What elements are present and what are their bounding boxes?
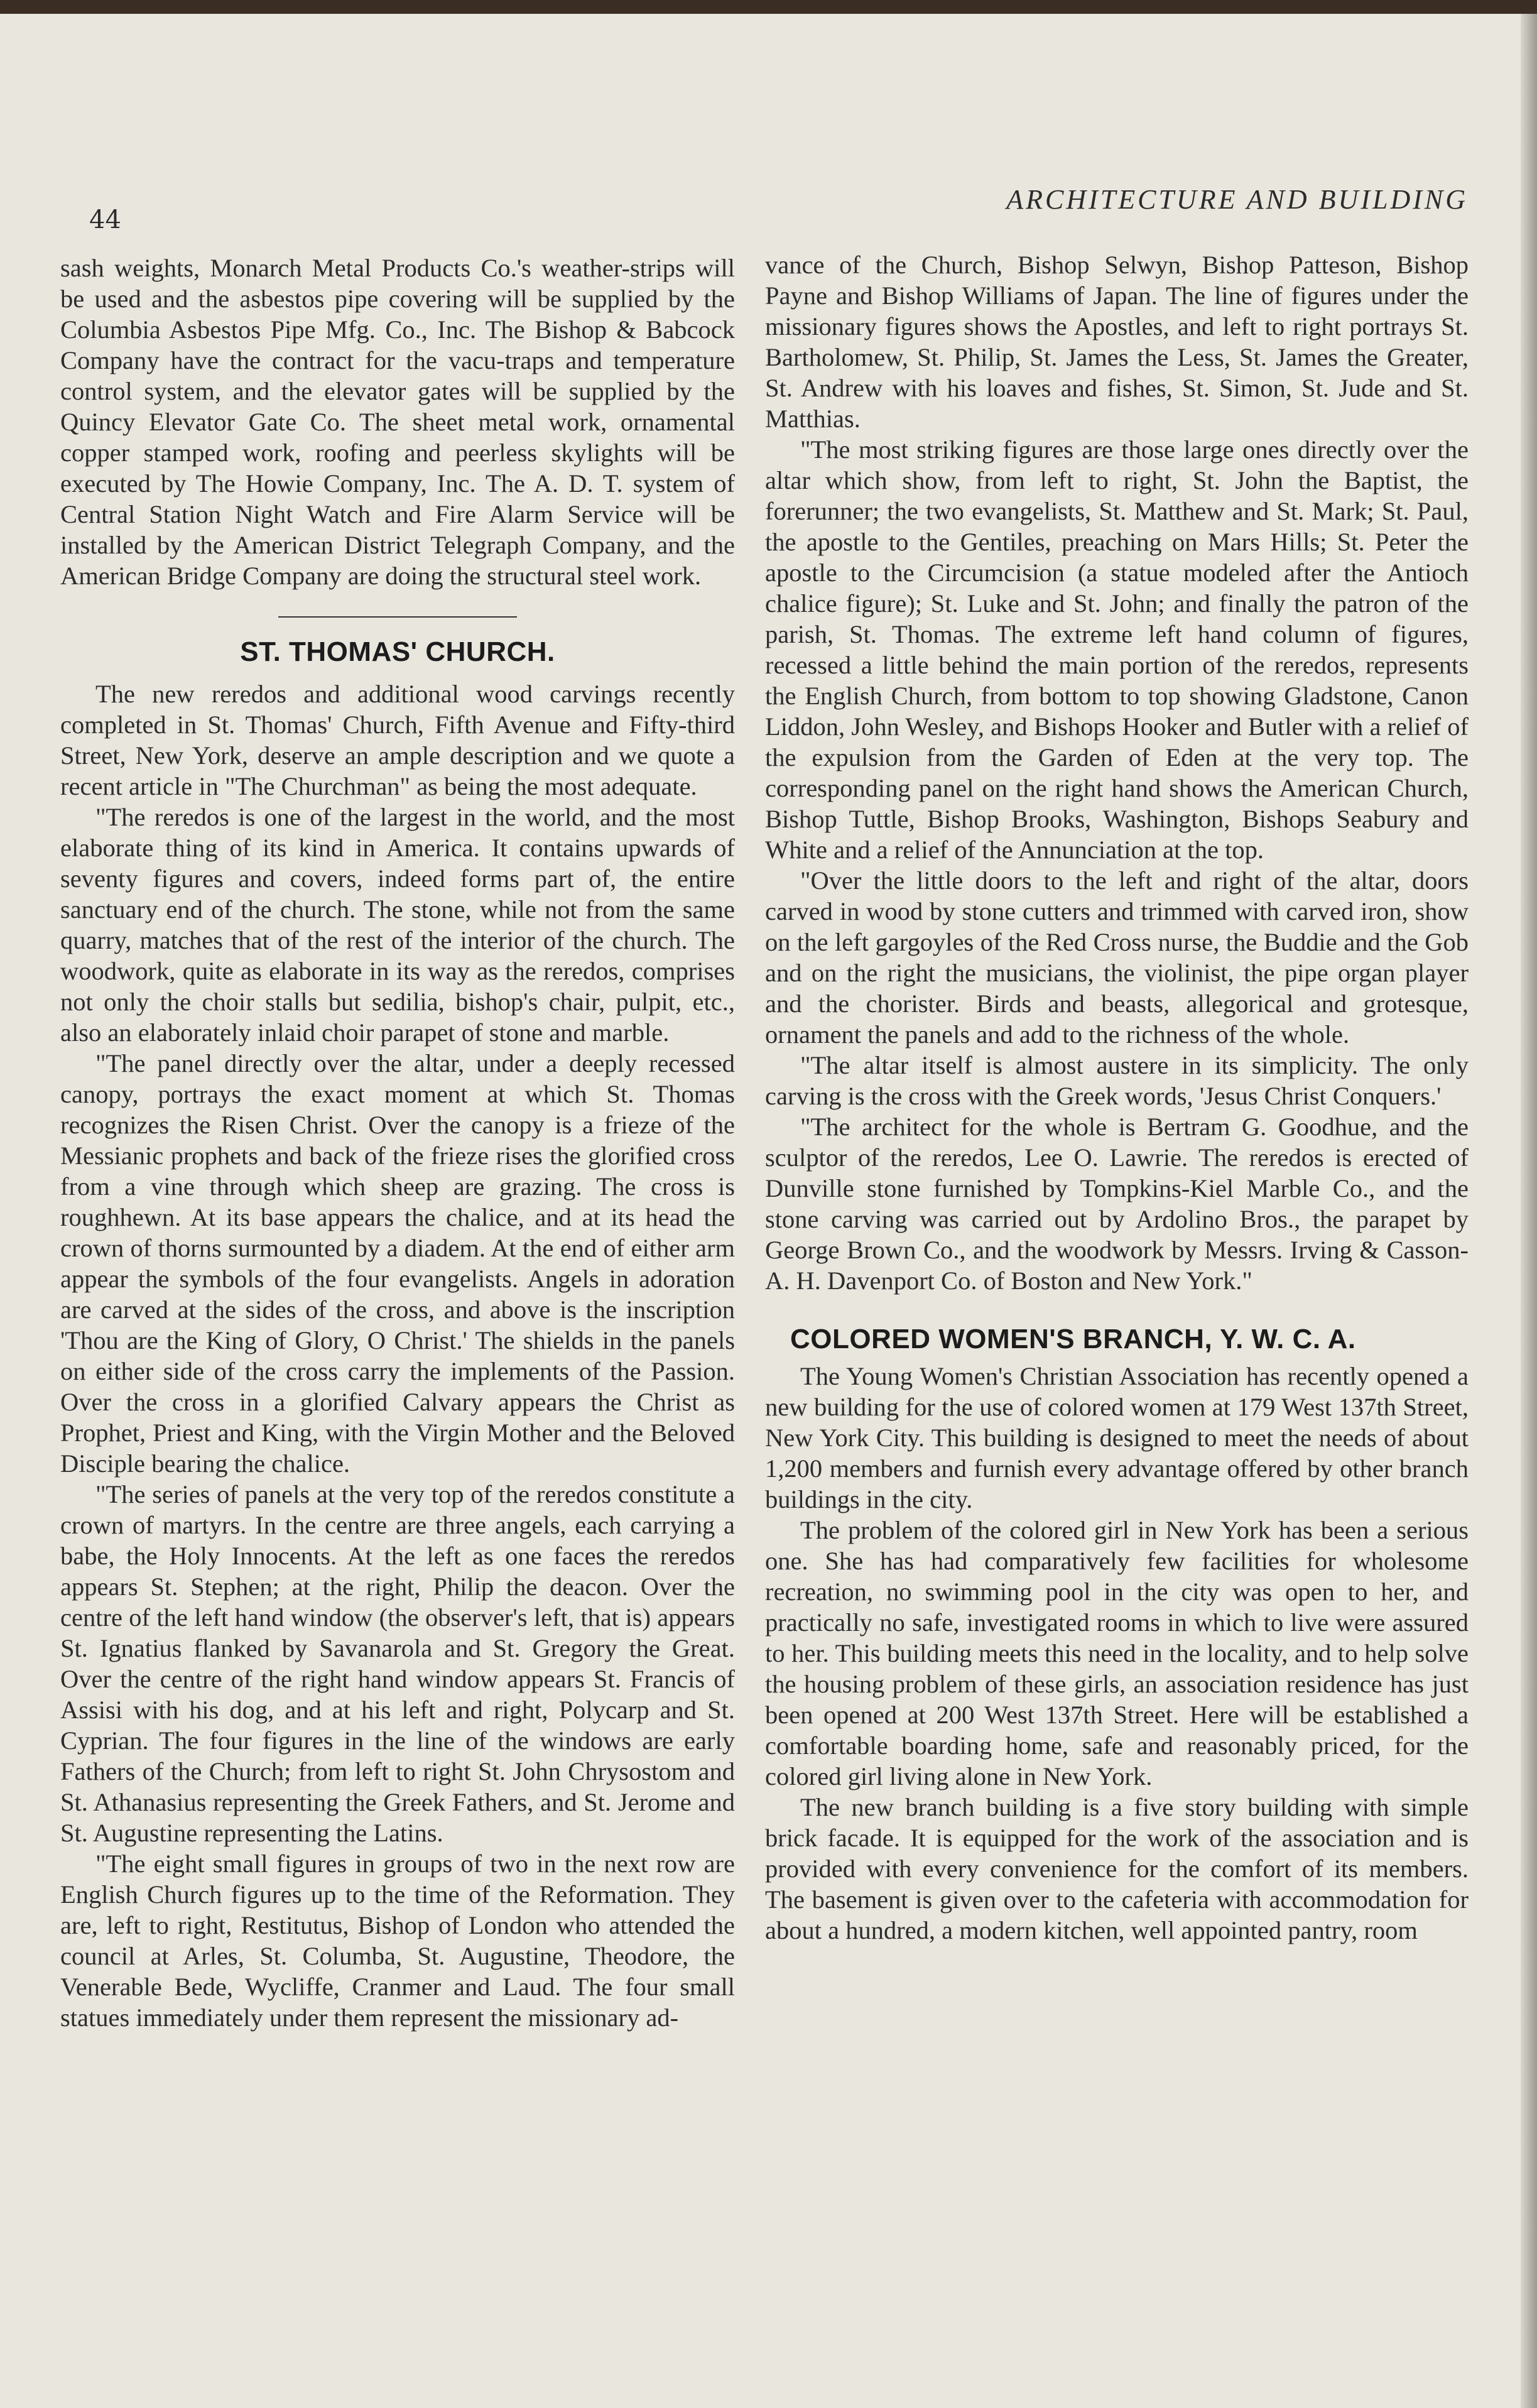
body-paragraph: vance of the Church, Bishop Selwyn, Bishop Patteson, Bishop Payne and Bishop Williams of Japan. The line of figures under the missionary figures shows the Apostles, and left to right portrays St. Bartholomew, St. Philip, St. James the Less, St. James the Greater, St. Andrew with his loaves and fishes, St. Simon, St. Jude and St. Matthias. xyxy=(765,251,1469,433)
body-paragraph: "The altar itself is almost austere in its simplicity. The only carving is the cross with the Greek words, 'Jesus Christ Conquers.' xyxy=(765,1051,1469,1110)
right-column xyxy=(765,249,1469,1946)
body-paragraph: The Young Women's Christian Association has recently opened a new building for the use of colored women at 179 West 137th Street, New York City. This building is designed to meet the needs of about 1,200 members and furnish every advantage offered by other branch buildings in the city. xyxy=(765,1362,1469,1513)
section-divider xyxy=(278,616,517,618)
section-title-ywca: COLORED WOMEN'S BRANCH, Y. W. C. A. xyxy=(790,1324,1356,1354)
body-paragraph: The new branch building is a five story building with simple brick facade. It is equipped for the work of the association and is provided with every convenience for the comfort of its members. The basement is given over to the cafeteria with accommodation for about a hundred, a modern kitchen, well appointed pantry, room xyxy=(765,1793,1469,1944)
intro-paragraph: sash weights, Monarch Metal Products Co.'s weather-strips will be used and the asbestos pipe covering will be supplied by the Columbia Asbestos Pipe Mfg. Co., Inc. The Bishop & Babcock Company have the contract for the vacu-traps and temperature control system, and the elevator gates will be supplied by the Quincy Elevator Gate Co. The sheet metal work, ornamental copper stamped work, roofing and peerless skylights will be executed by The Howie Company, Inc. The A. D. T. system of Central Station Night Watch and Fire Alarm Service will be installed by the American District Telegraph Company, and the American Bridge Company are doing the structural steel work. xyxy=(60,254,735,590)
body-paragraph: "The reredos is one of the largest in the world, and the most elaborate thing of its kind in America. It contains upwards of seventy figures and covers, indeed forms part of, the entire sanctuary end of the church. The stone, while not from the same quarry, matches that of the rest of the interior of the church. The woodwork, quite as elaborate in its way as the reredos, comprises not only the choir stalls but sedilia, bishop's chair, pulpit, etc., also an elaborately inlaid choir parapet of stone and marble. xyxy=(60,803,735,1047)
body-paragraph: The new reredos and additional wood carvings recently completed in St. Thomas' Church, Fifth Avenue and Fifty-third Street, New York, deserve an ample description and we quote a recent article in "The Churchman" as being the most adequate. xyxy=(60,680,735,800)
running-head: ARCHITECTURE AND BUILDING xyxy=(1006,184,1468,215)
section-title-st-thomas: ST. THOMAS' CHURCH. xyxy=(240,636,555,667)
body-paragraph: "The eight small figures in groups of two in the next row are English Church figures up to the time of the Reformation. They are, left to right, Restitutus, Bishop of London who attended the council at Arles, St. Columba, St. Augustine, Theodore, the Venerable Bede, Wycliffe, Cranmer and Laud. The four small statues immediately under them represent the missionary ad- xyxy=(60,1850,735,2032)
body-paragraph: "The most striking figures are those large ones directly over the altar which show, from left to right, St. John the Baptist, the forerunner; the two evangelists, St. Matthew and St. Mark; St. Paul, the apostle to the Gentiles, preaching on Mars Hills; St. Peter the apostle to the Circumcision (a statue modeled after the Antioch chalice figure); St. Luke and St. John; and finally the patron of the parish, St. Thomas. The extreme left hand column of figures, recessed a little behind the main portion of the reredos, represents the English Church, from bottom to top showing Gladstone, Canon Liddon, John Wesley, and Bishops Hooker and Butler with a relief of the expulsion from the Garden of Eden at the very top. The corresponding panel on the right hand shows the American Church, Bishop Tuttle, Bishop Brooks, Washington, Bishops Seabury and White and a relief of the Annunciation at the top. xyxy=(765,435,1469,864)
body-paragraph: "The architect for the whole is Bertram G. Goodhue, and the sculptor of the reredos, Lee O. Lawrie. The reredos is erected of Dunville stone furnished by Tompkins-Kiel Marble Co., and the stone carving was carried out by Ardolino Bros., the parapet by George Brown Co., and the woodwork by Messrs. Irving & Casson-A. H. Davenport Co. of Boston and New York." xyxy=(765,1113,1469,1295)
body-paragraph: "Over the little doors to the left and right of the altar, doors carved in wood by stone cutters and trimmed with carved iron, show on the left gargoyles of the Red Cross nurse, the Buddie and the Gob and on the right the musicians, the violinist, the pipe organ player and the chorister. Birds and beasts, allegorical and grotesque, ornament the panels and add to the richness of the whole. xyxy=(765,866,1469,1049)
body-paragraph: The problem of the colored girl in New York has been a serious one. She has had comparatively few facilities for wholesome recreation, no swimming pool in the city was open to her, and practically no safe, investigated rooms in which to live were assured to her. This building meets this need in the locality, and to help solve the housing problem of these girls, an association residence has just been opened at 200 West 137th Street. Here will be established a comfortable boarding home, safe and reasonably priced, for the colored girl living alone in New York. xyxy=(765,1516,1469,1790)
body-paragraph: "The panel directly over the altar, under a deeply recessed canopy, portrays the exact moment at which St. Thomas recognizes the Risen Christ. Over the canopy is a frieze of the Messianic prophets and back of the frieze rises the glorified cross from a vine through which sheep are grazing. The cross is roughhewn. At its base appears the chalice, and at its head the crown of thorns surmounted by a diadem. At the end of either arm appear the symbols of the four evangelists. Angels in adoration are carved at the sides of the cross, and above is the inscription 'Thou are the King of Glory, O Christ.' The shields in the panels on either side of the cross carry the implements of the Passion. Over the cross in a glorified Calvary appears the Christ as Prophet, Priest and King, with the Virgin Mother and the Beloved Disciple bearing the chalice. xyxy=(60,1049,735,1478)
magazine-page xyxy=(0,14,1537,2408)
page-number: 44 xyxy=(89,205,121,234)
book-spine-shadow xyxy=(1521,14,1537,2408)
body-paragraph: "The series of panels at the very top of the reredos constitute a crown of martyrs. In the centre are three angels, each carrying a babe, the Holy Innocents. At the left as one faces the reredos appears St. Stephen; at the right, Philip the deacon. Over the centre of the left hand window (the observer's left, that is) appears St. Ignatius flanked by Savanarola and St. Gregory the Great. Over the centre of the right hand window appears St. Francis of Assisi with his dog, and at his left and right, Polycarp and St. Cyprian. The four figures in the line of the windows are early Fathers of the Church; from left to right St. John Chrysostom and St. Athanasius representing the Greek Fathers, and St. Jerome and St. Augustine representing the Latins. xyxy=(60,1480,735,1847)
left-column xyxy=(60,253,735,2033)
